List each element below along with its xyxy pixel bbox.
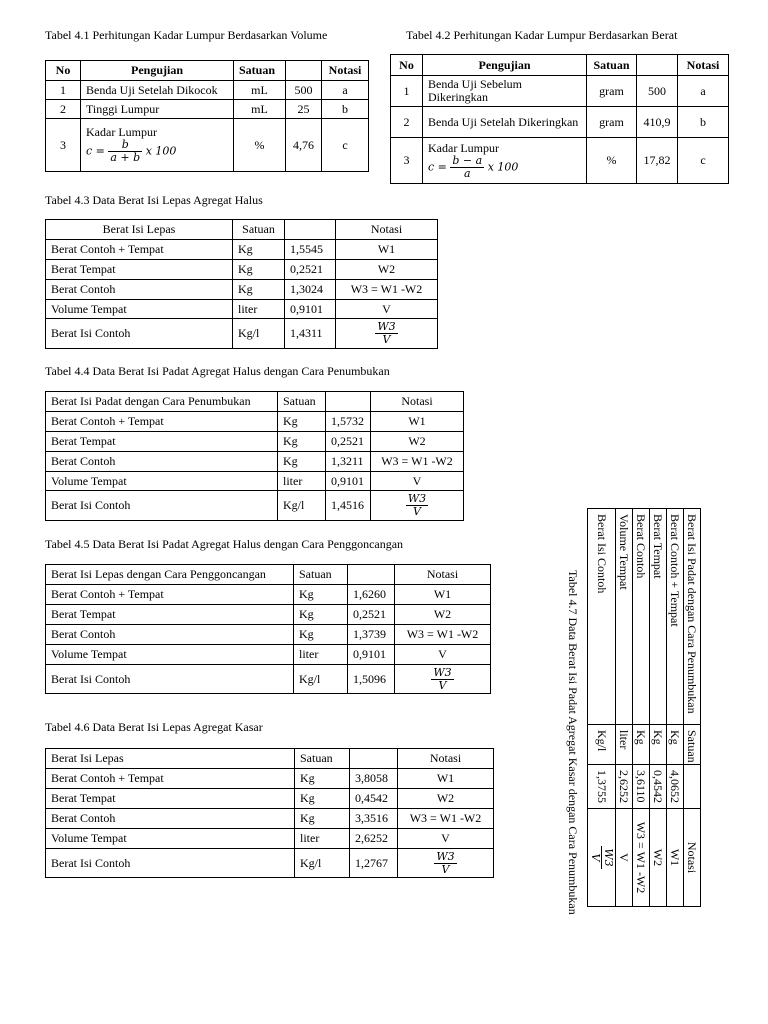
row-label: Volume Tempat: [46, 645, 294, 665]
row-value: 0,2521: [348, 605, 395, 625]
col-header-pengujian: Pengujian: [423, 55, 587, 76]
col-header-item: Berat Isi Padat dengan Cara Penumbukan: [46, 392, 278, 412]
col-header-notasi: Notasi: [684, 809, 701, 907]
row-unit: mL: [234, 81, 286, 100]
col-header-item: Berat Isi Lepas: [46, 749, 295, 769]
col-header-item: Berat Isi Padat dengan Cara Penumbukan: [684, 509, 701, 725]
row-value: 17,82: [637, 138, 678, 184]
row-value: 4,0652: [667, 765, 684, 809]
row-label: Berat Tempat: [46, 260, 233, 280]
fraction-denominator: a + b: [110, 151, 141, 164]
row-label: Berat Contoh + Tempat: [46, 240, 233, 260]
row-notation: W1: [395, 585, 491, 605]
row-value: 2,6252: [350, 829, 398, 849]
row-unit: Kg: [294, 585, 348, 605]
row-notation: c: [678, 138, 729, 184]
row-value: 0,9101: [285, 300, 336, 319]
row-value: 3,8058: [350, 769, 398, 789]
row-value: 1,5732: [326, 412, 371, 432]
table-4-1: [45, 60, 369, 172]
row-label: Berat Tempat: [650, 509, 667, 725]
row-value: 0,4542: [350, 789, 398, 809]
formula-tail: x 100: [487, 160, 519, 173]
col-header-satuan: Satuan: [233, 220, 285, 240]
table-row: [588, 509, 616, 907]
col-header-notasi: Notasi: [371, 392, 464, 412]
table-4-4: [45, 391, 464, 521]
col-header-value: [286, 61, 322, 81]
row-unit: Kg: [295, 789, 350, 809]
row-no: 1: [46, 81, 81, 100]
fraction-denominator: V: [441, 862, 450, 876]
row-value: 1,2767: [350, 849, 398, 878]
row-label: Berat Contoh: [46, 452, 278, 472]
row-value: 0,9101: [326, 472, 371, 491]
row-notation-formula: [336, 319, 438, 349]
fraction-denominator: V: [413, 505, 421, 518]
row-label: Berat Tempat: [46, 432, 278, 452]
row-value: 0,2521: [285, 260, 336, 280]
row-unit: Kg: [295, 769, 350, 789]
row-label: Berat Contoh + Tempat: [46, 585, 294, 605]
row-value: 2,6252: [616, 765, 633, 809]
row-notation-formula: [371, 491, 464, 521]
row-notation: W1: [667, 809, 684, 907]
row-notation: V: [616, 809, 633, 907]
formula-lhs: c =: [86, 144, 105, 158]
table-4-7-caption: Tabel 4.7 Data Berat Isi Padat Agregat Kasar dengan Cara Penumbukan: [566, 570, 580, 915]
row-label: Berat Isi Contoh: [46, 665, 294, 694]
col-header-value: [348, 565, 395, 585]
col-header-notasi: Notasi: [322, 61, 369, 81]
row-value: 1,3755: [588, 765, 616, 809]
fraction-numerator: b: [108, 139, 142, 152]
fraction-numerator: W3: [433, 665, 452, 679]
row-label: Berat Contoh: [46, 625, 294, 645]
table-row: [633, 509, 650, 907]
col-header-value: [285, 220, 336, 240]
row-label: Berat Contoh + Tempat: [667, 509, 684, 725]
table-4-1-caption: Tabel 4.1 Perhitungan Kadar Lumpur Berdasarkan Volume: [45, 28, 328, 42]
col-header-satuan: Satuan: [295, 749, 350, 769]
row-value: 1,5545: [285, 240, 336, 260]
table-4-6-caption: Tabel 4.6 Data Berat Isi Lepas Agregat Kasar: [45, 720, 263, 734]
fraction-denominator: V: [438, 678, 447, 692]
fraction-numerator: W3: [602, 848, 615, 867]
table-4-7-rotated-block: [562, 508, 702, 915]
row-value: 1,5096: [348, 665, 395, 694]
row-notation: W3 = W1 -W2: [371, 452, 464, 472]
row-unit: mL: [234, 100, 286, 119]
row-notation: V: [398, 829, 494, 849]
table-row: [650, 509, 667, 907]
fraction: [589, 846, 614, 868]
row-label: Berat Contoh: [46, 809, 295, 829]
row-notation: V: [395, 645, 491, 665]
fraction-numerator: W3: [407, 492, 427, 505]
table-4-6: [45, 748, 494, 878]
row-notation: V: [371, 472, 464, 491]
row-no: 3: [46, 119, 81, 172]
row-no: 2: [46, 100, 81, 119]
col-header-item: Berat Isi Lepas: [46, 220, 233, 240]
col-header-no: No: [46, 61, 81, 81]
row-label: Volume Tempat: [46, 472, 278, 491]
table-4-4-caption: Tabel 4.4 Data Berat Isi Padat Agregat Halus dengan Cara Penumbukan: [45, 364, 390, 378]
table-row: [46, 789, 494, 809]
table-row: [46, 452, 464, 472]
table-row: [46, 412, 464, 432]
row-notation: W2: [398, 789, 494, 809]
table-row: [46, 829, 494, 849]
row-unit: liter: [294, 645, 348, 665]
row-value: 1,3739: [348, 625, 395, 645]
row-notation-formula: [588, 809, 616, 907]
table-row: [46, 491, 464, 521]
row-notation: W2: [336, 260, 438, 280]
table-row: [616, 509, 633, 907]
row-notation: W1: [398, 769, 494, 789]
row-value: 3,6110: [633, 765, 650, 809]
row-value: 1,3211: [326, 452, 371, 472]
row-value: 25: [286, 100, 322, 119]
row-unit: Kg: [294, 605, 348, 625]
row-label: Volume Tempat: [46, 829, 295, 849]
row-notation: W2: [650, 809, 667, 907]
row-unit: Kg/l: [278, 491, 326, 521]
row-value: 0,2521: [326, 432, 371, 452]
row-label: Berat Isi Contoh: [46, 849, 295, 878]
table-row: [46, 769, 494, 789]
table-row: [46, 585, 491, 605]
fraction: [406, 493, 428, 518]
fraction: [434, 851, 456, 876]
row-unit: Kg/l: [588, 725, 616, 765]
row-value: 410,9: [637, 107, 678, 138]
formula: [86, 139, 228, 164]
row-value: 3,3516: [350, 809, 398, 829]
col-header-value: [637, 55, 678, 76]
row-label: Berat Tempat: [46, 605, 294, 625]
table-row: [46, 119, 369, 172]
row-no: 2: [391, 107, 423, 138]
row-unit: liter: [616, 725, 633, 765]
row-label: Berat Contoh: [633, 509, 650, 725]
row-notation: W1: [336, 240, 438, 260]
row-notation: V: [336, 300, 438, 319]
formula-tail: x 100: [145, 144, 177, 158]
fraction-denominator: V: [589, 853, 602, 862]
table-row: [46, 100, 369, 119]
row-unit: Kg: [278, 432, 326, 452]
table-4-3-caption: Tabel 4.3 Data Berat Isi Lepas Agregat Halus: [45, 193, 263, 207]
fraction: [375, 321, 397, 346]
row-unit: Kg/l: [295, 849, 350, 878]
row-unit: gram: [587, 107, 637, 138]
row-notation: W3 = W1 -W2: [633, 809, 650, 907]
row-label: Volume Tempat: [616, 509, 633, 725]
row-label: Benda Uji Setelah Dikeringkan: [423, 107, 587, 138]
row-unit: Kg: [233, 280, 285, 300]
row-notation: a: [678, 76, 729, 107]
row-label-formula: [81, 119, 234, 172]
row-notation: W3 = W1 -W2: [398, 809, 494, 829]
row-unit: Kg: [233, 260, 285, 280]
table-row: [391, 76, 729, 107]
table-row: [46, 809, 494, 829]
row-value: 1,4311: [285, 319, 336, 349]
table-4-2: [390, 54, 729, 184]
table-4-7-rotated-content: [562, 508, 702, 915]
row-value: 0,4542: [650, 765, 667, 809]
fraction-numerator: W3: [436, 849, 455, 863]
row-notation: W2: [395, 605, 491, 625]
row-unit: Kg/l: [294, 665, 348, 694]
row-unit: gram: [587, 76, 637, 107]
row-value: 0,9101: [348, 645, 395, 665]
fraction-numerator: W3: [377, 320, 396, 333]
row-label: Berat Tempat: [46, 789, 295, 809]
row-label: Berat Contoh: [46, 280, 233, 300]
row-notation: b: [678, 107, 729, 138]
row-label: Benda Uji Sebelum Dikeringkan: [423, 76, 587, 107]
fraction-denominator: a: [464, 166, 471, 180]
row-unit: liter: [233, 300, 285, 319]
row-label-formula: [423, 138, 587, 184]
table-row: [46, 625, 491, 645]
table-row: [391, 107, 729, 138]
row-unit: Kg: [650, 725, 667, 765]
table-row: [46, 319, 438, 349]
col-header-value: [684, 765, 701, 809]
table-row: [46, 849, 494, 878]
col-header-no: No: [391, 55, 423, 76]
table-row: [46, 260, 438, 280]
row-unit: %: [587, 138, 637, 184]
table-row: [46, 240, 438, 260]
row-label: Tinggi Lumpur: [81, 100, 234, 119]
row-label: Berat Contoh + Tempat: [46, 412, 278, 432]
row-no: 1: [391, 76, 423, 107]
fraction: [450, 155, 484, 180]
row-notation: c: [322, 119, 369, 172]
col-header-notasi: Notasi: [336, 220, 438, 240]
col-header-notasi: Notasi: [395, 565, 491, 585]
col-header-satuan: Satuan: [278, 392, 326, 412]
row-unit: liter: [295, 829, 350, 849]
fraction: [431, 667, 453, 692]
fraction-numerator: b − a: [452, 153, 483, 167]
row-value: 1,6260: [348, 585, 395, 605]
row-unit: %: [234, 119, 286, 172]
table-row: [46, 645, 491, 665]
row-label: Berat Isi Contoh: [588, 509, 616, 725]
formula-lhs: c =: [428, 160, 447, 173]
col-header-satuan: Satuan: [234, 61, 286, 81]
row-notation: b: [322, 100, 369, 119]
table-4-5-caption: Tabel 4.5 Data Berat Isi Padat Agregat Halus dengan Cara Penggoncangan: [45, 537, 404, 551]
row-value: 500: [637, 76, 678, 107]
col-header-value: [326, 392, 371, 412]
table-4-5: [45, 564, 491, 694]
row-label: Berat Isi Contoh: [46, 319, 233, 349]
row-unit: Kg: [295, 809, 350, 829]
table-row: [46, 605, 491, 625]
row-unit: Kg: [667, 725, 684, 765]
table-row: [46, 472, 464, 491]
col-header-notasi: Notasi: [398, 749, 494, 769]
col-header-satuan: Satuan: [684, 725, 701, 765]
row-unit: Kg: [294, 625, 348, 645]
row-label: Kadar Lumpur: [86, 125, 157, 139]
table-row: [46, 81, 369, 100]
row-unit: liter: [278, 472, 326, 491]
row-value: 1,3024: [285, 280, 336, 300]
row-label: Kadar Lumpur: [428, 140, 499, 155]
row-unit: Kg/l: [233, 319, 285, 349]
row-label: Berat Isi Contoh: [46, 491, 278, 521]
row-notation-formula: [398, 849, 494, 878]
col-header-satuan: Satuan: [294, 565, 348, 585]
fraction-denominator: V: [382, 333, 391, 346]
col-header-satuan: Satuan: [587, 55, 637, 76]
row-unit: Kg: [278, 452, 326, 472]
table-row: [46, 665, 491, 694]
row-notation: W1: [371, 412, 464, 432]
col-header-pengujian: Pengujian: [81, 61, 234, 81]
table-row: [391, 138, 729, 184]
table-row: [46, 300, 438, 319]
row-notation: W2: [371, 432, 464, 452]
table-row: [667, 509, 684, 907]
row-notation: W3 = W1 -W2: [395, 625, 491, 645]
row-notation: a: [322, 81, 369, 100]
row-notation-formula: [395, 665, 491, 694]
table-4-2-caption: Tabel 4.2 Perhitungan Kadar Lumpur Berdasarkan Berat: [406, 28, 678, 42]
row-value: 4,76: [286, 119, 322, 172]
row-unit: Kg: [233, 240, 285, 260]
col-header-value: [350, 749, 398, 769]
col-header-notasi: Notasi: [678, 55, 729, 76]
table-row: [46, 280, 438, 300]
table-row: [46, 432, 464, 452]
table-4-3: [45, 219, 438, 349]
formula: [428, 155, 581, 180]
fraction: [108, 139, 142, 164]
row-label: Volume Tempat: [46, 300, 233, 319]
row-label: Benda Uji Setelah Dikocok: [81, 81, 234, 100]
row-no: 3: [391, 138, 423, 184]
row-unit: Kg: [278, 412, 326, 432]
row-notation: W3 = W1 -W2: [336, 280, 438, 300]
row-value: 1,4516: [326, 491, 371, 521]
table-4-7: [587, 508, 701, 907]
row-label: Berat Contoh + Tempat: [46, 769, 295, 789]
row-value: 500: [286, 81, 322, 100]
col-header-item: Berat Isi Lepas dengan Cara Penggoncangan: [46, 565, 294, 585]
row-unit: Kg: [633, 725, 650, 765]
